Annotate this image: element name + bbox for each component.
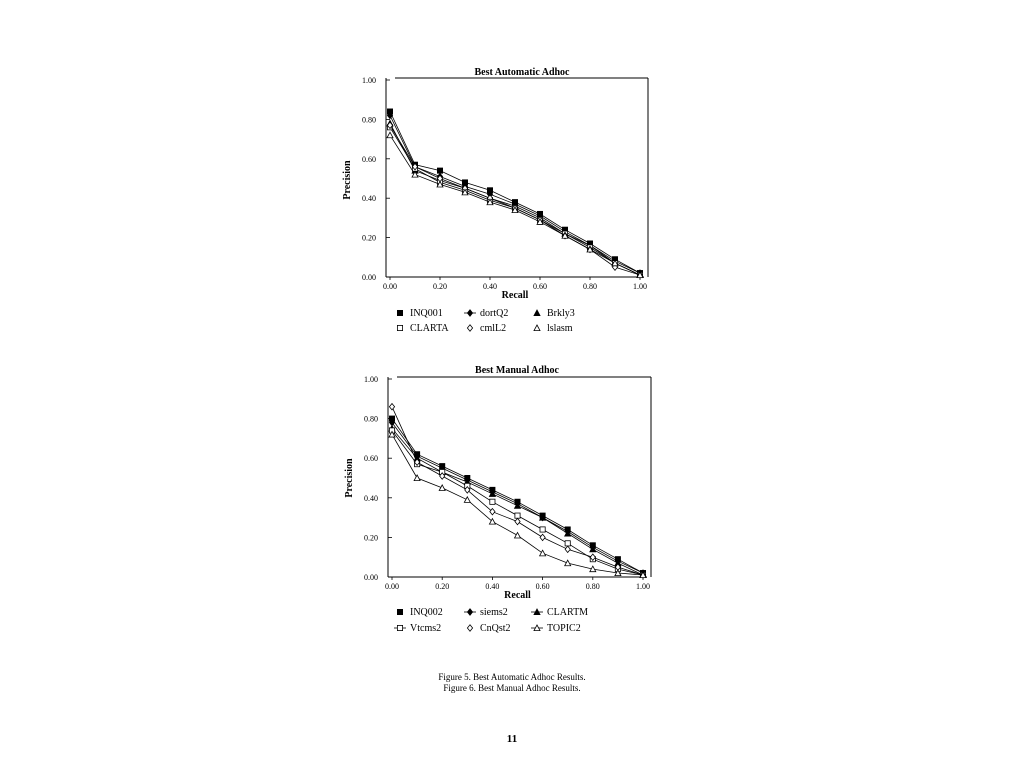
legend-label: Brkly3 xyxy=(547,308,575,319)
y-tick-label: 0.00 xyxy=(364,573,378,582)
page-number: 11 xyxy=(506,733,518,745)
x-tick-label: 1.00 xyxy=(636,582,650,591)
series-siems2 xyxy=(389,419,645,576)
legend-label: dortQ2 xyxy=(480,308,509,319)
data-point xyxy=(490,499,495,504)
x-tick-label: 0.40 xyxy=(483,282,497,291)
data-point xyxy=(389,404,394,410)
legend-label: INQ001 xyxy=(410,308,443,319)
legend-marker xyxy=(534,325,540,331)
x-tick-label: 0.00 xyxy=(383,282,397,291)
data-point xyxy=(414,475,420,481)
legend-marker xyxy=(467,609,472,615)
legend-marker xyxy=(467,625,472,631)
legend-marker xyxy=(397,625,402,630)
y-axis-label: Precision xyxy=(342,160,353,200)
legend-label: siems2 xyxy=(480,607,508,618)
legend-item-Vtcms2 xyxy=(394,623,441,634)
x-axis-label: Recall xyxy=(501,290,529,301)
series-Brkly3 xyxy=(387,120,643,277)
y-tick-label: 0.40 xyxy=(364,493,378,503)
legend-label: lslasm xyxy=(547,323,573,334)
data-point xyxy=(515,532,521,538)
data-point xyxy=(515,518,520,524)
y-tick-label: 0.40 xyxy=(362,194,376,204)
legend-item-CLARTM xyxy=(531,607,588,618)
legend-label: cmlL2 xyxy=(480,323,507,334)
series-INQ002 xyxy=(389,416,645,576)
data-point xyxy=(387,132,393,138)
chart-title: Best Manual Adhoc xyxy=(475,365,559,376)
x-tick-label: 0.20 xyxy=(433,282,447,291)
y-axis-label: Precision xyxy=(344,458,355,498)
y-tick-label: 1.00 xyxy=(364,375,378,384)
x-tick-label: 0.80 xyxy=(585,582,600,591)
series-line xyxy=(392,407,643,575)
x-tick-label: 0.60 xyxy=(535,582,550,591)
data-point xyxy=(437,168,442,173)
y-tick-label: 0.80 xyxy=(364,414,378,424)
figure-6-caption: Figure 6. Best Manual Adhoc Results. xyxy=(443,683,581,693)
y-tick-label: 1.00 xyxy=(362,76,376,85)
legend-item-CnQst2 xyxy=(467,623,510,634)
y-tick-label: 0.00 xyxy=(362,273,376,282)
data-point xyxy=(565,546,570,552)
y-tick-label: 0.80 xyxy=(362,115,376,125)
series-line xyxy=(390,112,640,274)
legend-item-TOPIC2 xyxy=(531,623,581,634)
data-point xyxy=(490,508,495,514)
legend-item-CLARTA xyxy=(397,323,449,334)
series-CnQst2 xyxy=(389,404,645,579)
x-tick-label: 0.60 xyxy=(533,282,547,291)
y-tick-label: 0.60 xyxy=(362,154,376,164)
legend-marker xyxy=(397,325,402,330)
legend-label: TOPIC2 xyxy=(547,623,581,634)
legend-label: Vtcms2 xyxy=(410,623,442,634)
legend-marker xyxy=(467,310,472,316)
series-INQ001 xyxy=(387,109,642,276)
data-point xyxy=(565,560,571,566)
legend-item-siems2 xyxy=(464,607,508,618)
legend-item-dortQ2 xyxy=(464,308,508,319)
legend-label: INQ002 xyxy=(410,607,443,618)
data-point xyxy=(540,527,545,532)
legend-marker xyxy=(467,325,472,331)
x-tick-label: 0.80 xyxy=(583,282,597,291)
data-point xyxy=(540,534,545,540)
data-point xyxy=(515,513,520,518)
legend-label: CnQst2 xyxy=(480,623,511,634)
legend-label: CLARTM xyxy=(547,607,589,618)
legend-marker xyxy=(397,310,402,315)
y-tick-label: 0.20 xyxy=(364,533,378,543)
data-point xyxy=(464,497,470,503)
legend-label: CLARTA xyxy=(410,323,449,334)
legend-marker xyxy=(397,609,402,614)
legend-item-cmlL2 xyxy=(467,323,506,334)
chart-0 xyxy=(342,66,648,334)
x-tick-label: 0.00 xyxy=(385,582,399,591)
chart-1 xyxy=(344,364,651,634)
series-line xyxy=(392,419,643,573)
series-dortQ2 xyxy=(387,112,642,276)
data-point xyxy=(540,550,546,556)
x-tick-label: 0.40 xyxy=(485,582,500,591)
x-tick-label: 1.00 xyxy=(633,282,647,291)
y-tick-label: 0.60 xyxy=(364,454,378,464)
legend-item-INQ002 xyxy=(397,607,442,618)
x-axis-label: Recall xyxy=(504,590,531,601)
series-line xyxy=(390,116,640,274)
figure-5-caption: Figure 5. Best Automatic Adhoc Results. xyxy=(438,672,586,682)
y-tick-label: 0.20 xyxy=(362,233,376,243)
series-line xyxy=(392,423,643,573)
x-tick-label: 0.20 xyxy=(435,582,450,591)
legend-item-lslasm xyxy=(534,323,573,334)
data-point xyxy=(565,541,570,546)
legend-item-INQ001 xyxy=(397,308,442,319)
chart-title: Best Automatic Adhoc xyxy=(474,67,570,78)
legend-item-Brkly3 xyxy=(534,308,575,319)
data-point xyxy=(439,485,445,491)
legend-marker xyxy=(534,310,540,316)
